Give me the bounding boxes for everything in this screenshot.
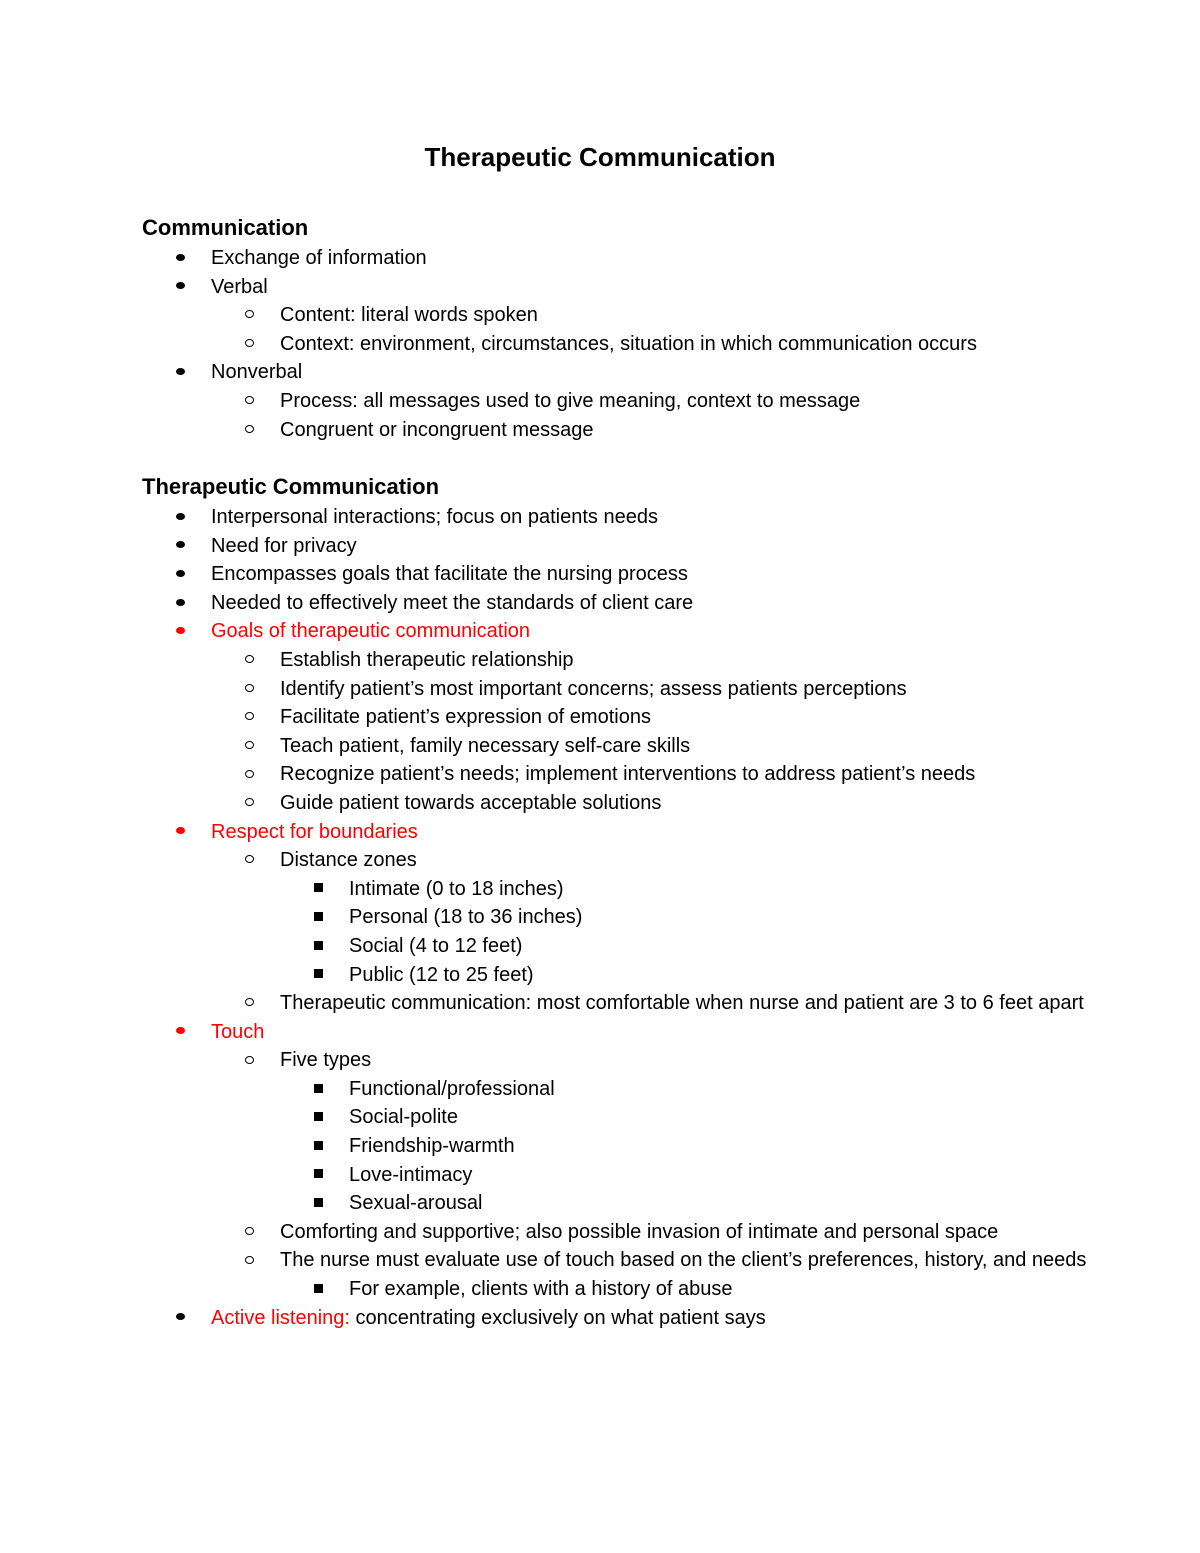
sub-list [211, 846, 1102, 1018]
bullet-square-icon [314, 1075, 323, 1104]
bullet-circle-icon [245, 675, 254, 704]
bullet-circle-icon [245, 646, 254, 675]
bullet-dot-icon [176, 532, 185, 561]
sub-sub-list [280, 875, 1102, 989]
list-item: The nurse must evaluate use of touch based on the client’s preferences, history, and needs For example, clients with a history of abuse [211, 1246, 1102, 1303]
bullet-list [142, 503, 1102, 1332]
bullet-square-icon [314, 1132, 323, 1161]
list-item: Identify patient’s most important concerns; assess patients perceptions [211, 675, 1102, 704]
list-item: Process: all messages used to give meaning, context to message [211, 387, 1102, 416]
page-title: Therapeutic Communication [424, 142, 776, 172]
bullet-square-icon [314, 903, 323, 932]
sub-sub-list [280, 1075, 1102, 1218]
bullet-square-icon [314, 932, 323, 961]
list-item: Content: literal words spoken [211, 301, 1102, 330]
bullet-circle-icon [245, 846, 254, 875]
list-item: Establish therapeutic relationship [211, 646, 1102, 675]
bullet-circle-icon [245, 732, 254, 761]
list-item: Congruent or incongruent message [211, 416, 1102, 445]
sub-sub-list [280, 1275, 1102, 1304]
bullet-circle-icon [245, 1246, 254, 1275]
list-item: Social (4 to 12 feet) [280, 932, 1102, 961]
bullet-list [142, 244, 1102, 444]
sub-list [211, 1046, 1102, 1303]
bullet-dot-icon [176, 244, 185, 273]
list-item: Interpersonal interactions; focus on patients needs [142, 503, 1102, 532]
section-heading: Communication [142, 215, 309, 240]
list-item: Public (12 to 25 feet) [280, 961, 1102, 990]
section-communication [142, 212, 1102, 444]
list-item: Therapeutic communication: most comfortable when nurse and patient are 3 to 6 feet apart [211, 989, 1102, 1018]
list-item: Guide patient towards acceptable solutions [211, 789, 1102, 818]
list-item-goals: Goals of therapeutic communication Establish therapeutic relationship Identify patient’s most important concerns; assess patients perceptions Facilitate patient’s expression of emotions Teach patient, family necessary self-care skills Recognize patient’s needs; implement interventions to address patient’s needs Guide patient towards acceptable solutions [142, 617, 1102, 817]
list-item-touch: Touch Five types Functional/professional Social-polite Friendship-warmth Love-intimacy Sexual-arousal Comforting and supportive; also possible invasion of intimate and personal space The nurse must evaluate use of touch based on the client’s preferences, history, and needs For example, clients with a history of abuse [142, 1018, 1102, 1304]
bullet-circle-icon [245, 1218, 254, 1247]
list-item: Encompasses goals that facilitate the nursing process [142, 560, 1102, 589]
list-item: Social-polite [280, 1103, 1102, 1132]
bullet-dot-icon [176, 1018, 185, 1047]
bullet-circle-icon [245, 989, 254, 1018]
list-item: Verbal Content: literal words spoken Context: environment, circumstances, situation in which communication occurs [142, 273, 1102, 359]
sub-list [211, 387, 1102, 444]
list-item: Sexual-arousal [280, 1189, 1102, 1218]
bullet-circle-icon [245, 416, 254, 445]
list-item: Needed to effectively meet the standards of client care [142, 589, 1102, 618]
list-item: Teach patient, family necessary self-care skills [211, 732, 1102, 761]
bullet-square-icon [314, 1275, 323, 1304]
list-item: For example, clients with a history of abuse [280, 1275, 1102, 1304]
list-item: Facilitate patient’s expression of emotions [211, 703, 1102, 732]
list-item: Recognize patient’s needs; implement interventions to address patient’s needs [211, 760, 1102, 789]
bullet-dot-icon [176, 818, 185, 847]
bullet-circle-icon [245, 387, 254, 416]
bullet-circle-icon [245, 760, 254, 789]
bullet-square-icon [314, 875, 323, 904]
bullet-circle-icon [245, 301, 254, 330]
sub-list [211, 301, 1102, 358]
bullet-dot-icon [176, 1304, 185, 1333]
sub-list [211, 646, 1102, 818]
bullet-circle-icon [245, 1046, 254, 1075]
section-therapeutic-communication [142, 471, 1102, 1332]
list-item: Love-intimacy [280, 1161, 1102, 1190]
list-item: Functional/professional [280, 1075, 1102, 1104]
bullet-square-icon [314, 1161, 323, 1190]
bullet-square-icon [314, 1103, 323, 1132]
list-item: Comforting and supportive; also possible invasion of intimate and personal space [211, 1218, 1102, 1247]
bullet-dot-icon [176, 560, 185, 589]
list-item: Need for privacy [142, 532, 1102, 561]
list-item: Exchange of information [142, 244, 1102, 273]
term-definition: concentrating exclusively on what patient says [349, 1306, 766, 1329]
bullet-circle-icon [245, 703, 254, 732]
bullet-dot-icon [176, 273, 185, 302]
bullet-circle-icon [245, 330, 254, 359]
list-item: Five types Functional/professional Social-polite Friendship-warmth Love-intimacy Sexual-arousal [211, 1046, 1102, 1218]
bullet-dot-icon [176, 617, 185, 646]
bullet-dot-icon [176, 503, 185, 532]
bullet-square-icon [314, 1189, 323, 1218]
term-label: Active listening: [211, 1306, 350, 1329]
bullet-dot-icon [176, 358, 185, 387]
list-item: Friendship-warmth [280, 1132, 1102, 1161]
list-item-boundaries: Respect for boundaries Distance zones Intimate (0 to 18 inches) Personal (18 to 36 inches) Social (4 to 12 feet) Public (12 to 25 feet) Therapeutic communication: most comfortable when nurse and patient are 3 to 6 feet apart [142, 818, 1102, 1018]
list-item: Distance zones Intimate (0 to 18 inches) Personal (18 to 36 inches) Social (4 to 12 feet) Public (12 to 25 feet) [211, 846, 1102, 989]
list-item: Intimate (0 to 18 inches) [280, 875, 1102, 904]
bullet-dot-icon [176, 589, 185, 618]
section-heading: Therapeutic Communication [142, 474, 440, 499]
list-item-active-listening [142, 1304, 1102, 1333]
list-item: Nonverbal Process: all messages used to give meaning, context to message Congruent or incongruent message [142, 358, 1102, 444]
bullet-square-icon [314, 961, 323, 990]
list-item: Context: environment, circumstances, situation in which communication occurs [211, 330, 1102, 359]
list-item: Personal (18 to 36 inches) [280, 903, 1102, 932]
bullet-circle-icon [245, 789, 254, 818]
